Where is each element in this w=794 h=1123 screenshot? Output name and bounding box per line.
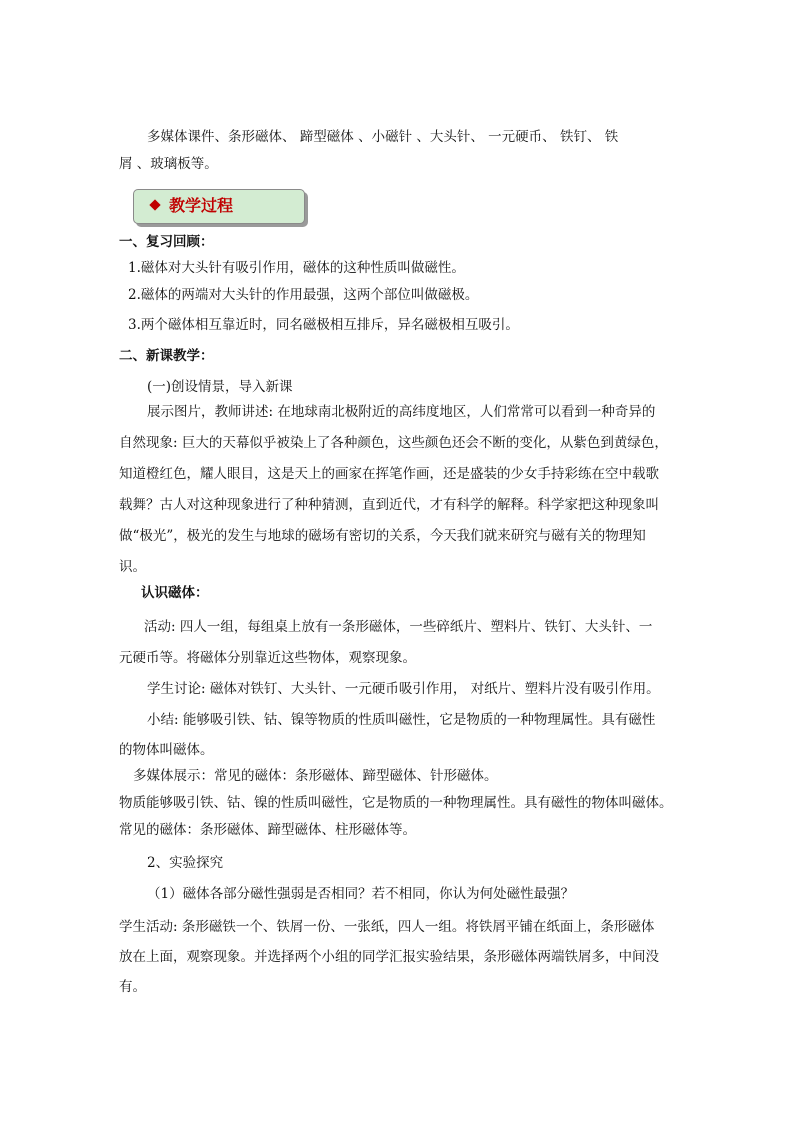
review-heading: 一、复习回顾： <box>119 234 214 250</box>
new-lesson-heading: 二、新课教学： <box>119 348 214 364</box>
discussion-line: 学生讨论: 磁体对铁钉、大头针、一元硬币吸引作用， 对纸片、塑料片没有吸引作用。 <box>147 681 660 697</box>
know-magnet-heading: 认识磁体： <box>141 585 209 601</box>
intro-line: 识。 <box>119 559 146 575</box>
review-item-3: 3.两个磁体相互靠近时，同名磁极相互排斥，异名磁极相互吸引。 <box>128 317 519 333</box>
materials-line-1: 多媒体课件、条形磁体、 蹄型磁体 、小磁针 、大头针、 一元硬币、 铁钉、 铁 <box>147 129 619 145</box>
intro-line: 自然现象: 巨大的天幕似乎被染上了各种颜色，这些颜色还会不断的变化，从紫色到黄绿色， <box>119 435 668 451</box>
activity-line: 元硬币等。将磁体分别靠近这些物体，观察现象。 <box>119 650 416 666</box>
student-activity-line: 学生活动: 条形磁铁一个、铁屑一份、一张纸，四人一组。将铁屑平铺在纸面上，条形磁体 <box>119 919 655 935</box>
intro-line: 载舞？古人对这种现象进行了种种猜测，直到近代，才有科学的解释。科学家把这种现象叫 <box>119 497 659 513</box>
question-1: （1）磁体各部分磁性强弱是否相同？若不相同，你认为何处磁性最强？ <box>147 886 575 902</box>
intro-line: 展示图片，教师讲述: 在地球南北极附近的高纬度地区，人们常常可以看到一种奇异的 <box>147 404 656 420</box>
intro-line: 知道橙红色，耀人眼目，这是天上的画家在挥笔作画，还是盛装的少女手持彩练在空中载歌 <box>119 466 659 482</box>
student-activity-line: 放在上面，观察现象。并选择两个小组的同学汇报实验结果，条形磁体两端铁屑多，中间没 <box>119 949 659 965</box>
materials-line-2: 屑 、玻璃板等。 <box>119 156 218 172</box>
section-banner <box>133 189 306 227</box>
media-line: 多媒体展示：常见的磁体：条形磁体、蹄型磁体、针形磁体。 <box>133 768 498 784</box>
definition-line: 物质能够吸引铁、钴、镍的性质叫磁性，它是物质的一种物理属性。具有磁性的物体叫磁体。 <box>119 795 673 811</box>
subheading-1: (一)创设情景，导入新课 <box>147 379 293 395</box>
review-item-2: 2.磁体的两端对大头针的作用最强，这两个部位叫做磁极。 <box>128 287 479 303</box>
definition-line: 常见的磁体：条形磁体、蹄型磁体、柱形磁体等。 <box>119 822 416 838</box>
intro-line: 做“极光”，极光的发生与地球的磁场有密切的关系，今天我们就来研究与磁有关的物理知 <box>119 528 646 544</box>
activity-line: 活动: 四人一组，每组桌上放有一条形磁体，一些碎纸片、塑料片、铁钉、大头针、一 <box>144 619 653 635</box>
student-activity-line: 有。 <box>119 979 146 995</box>
review-item-1: 1.磁体对大头针有吸引作用，磁体的这种性质叫做磁性。 <box>128 260 465 276</box>
summary-line: 的物体叫磁体。 <box>119 742 214 758</box>
summary-line: 小结: 能够吸引铁、钴、镍等物质的性质叫磁性，它是物质的一种物理属性。具有磁性 <box>147 712 656 728</box>
subheading-2: 2、实验探究 <box>147 855 224 871</box>
banner-title: 教学过程 <box>169 196 234 215</box>
